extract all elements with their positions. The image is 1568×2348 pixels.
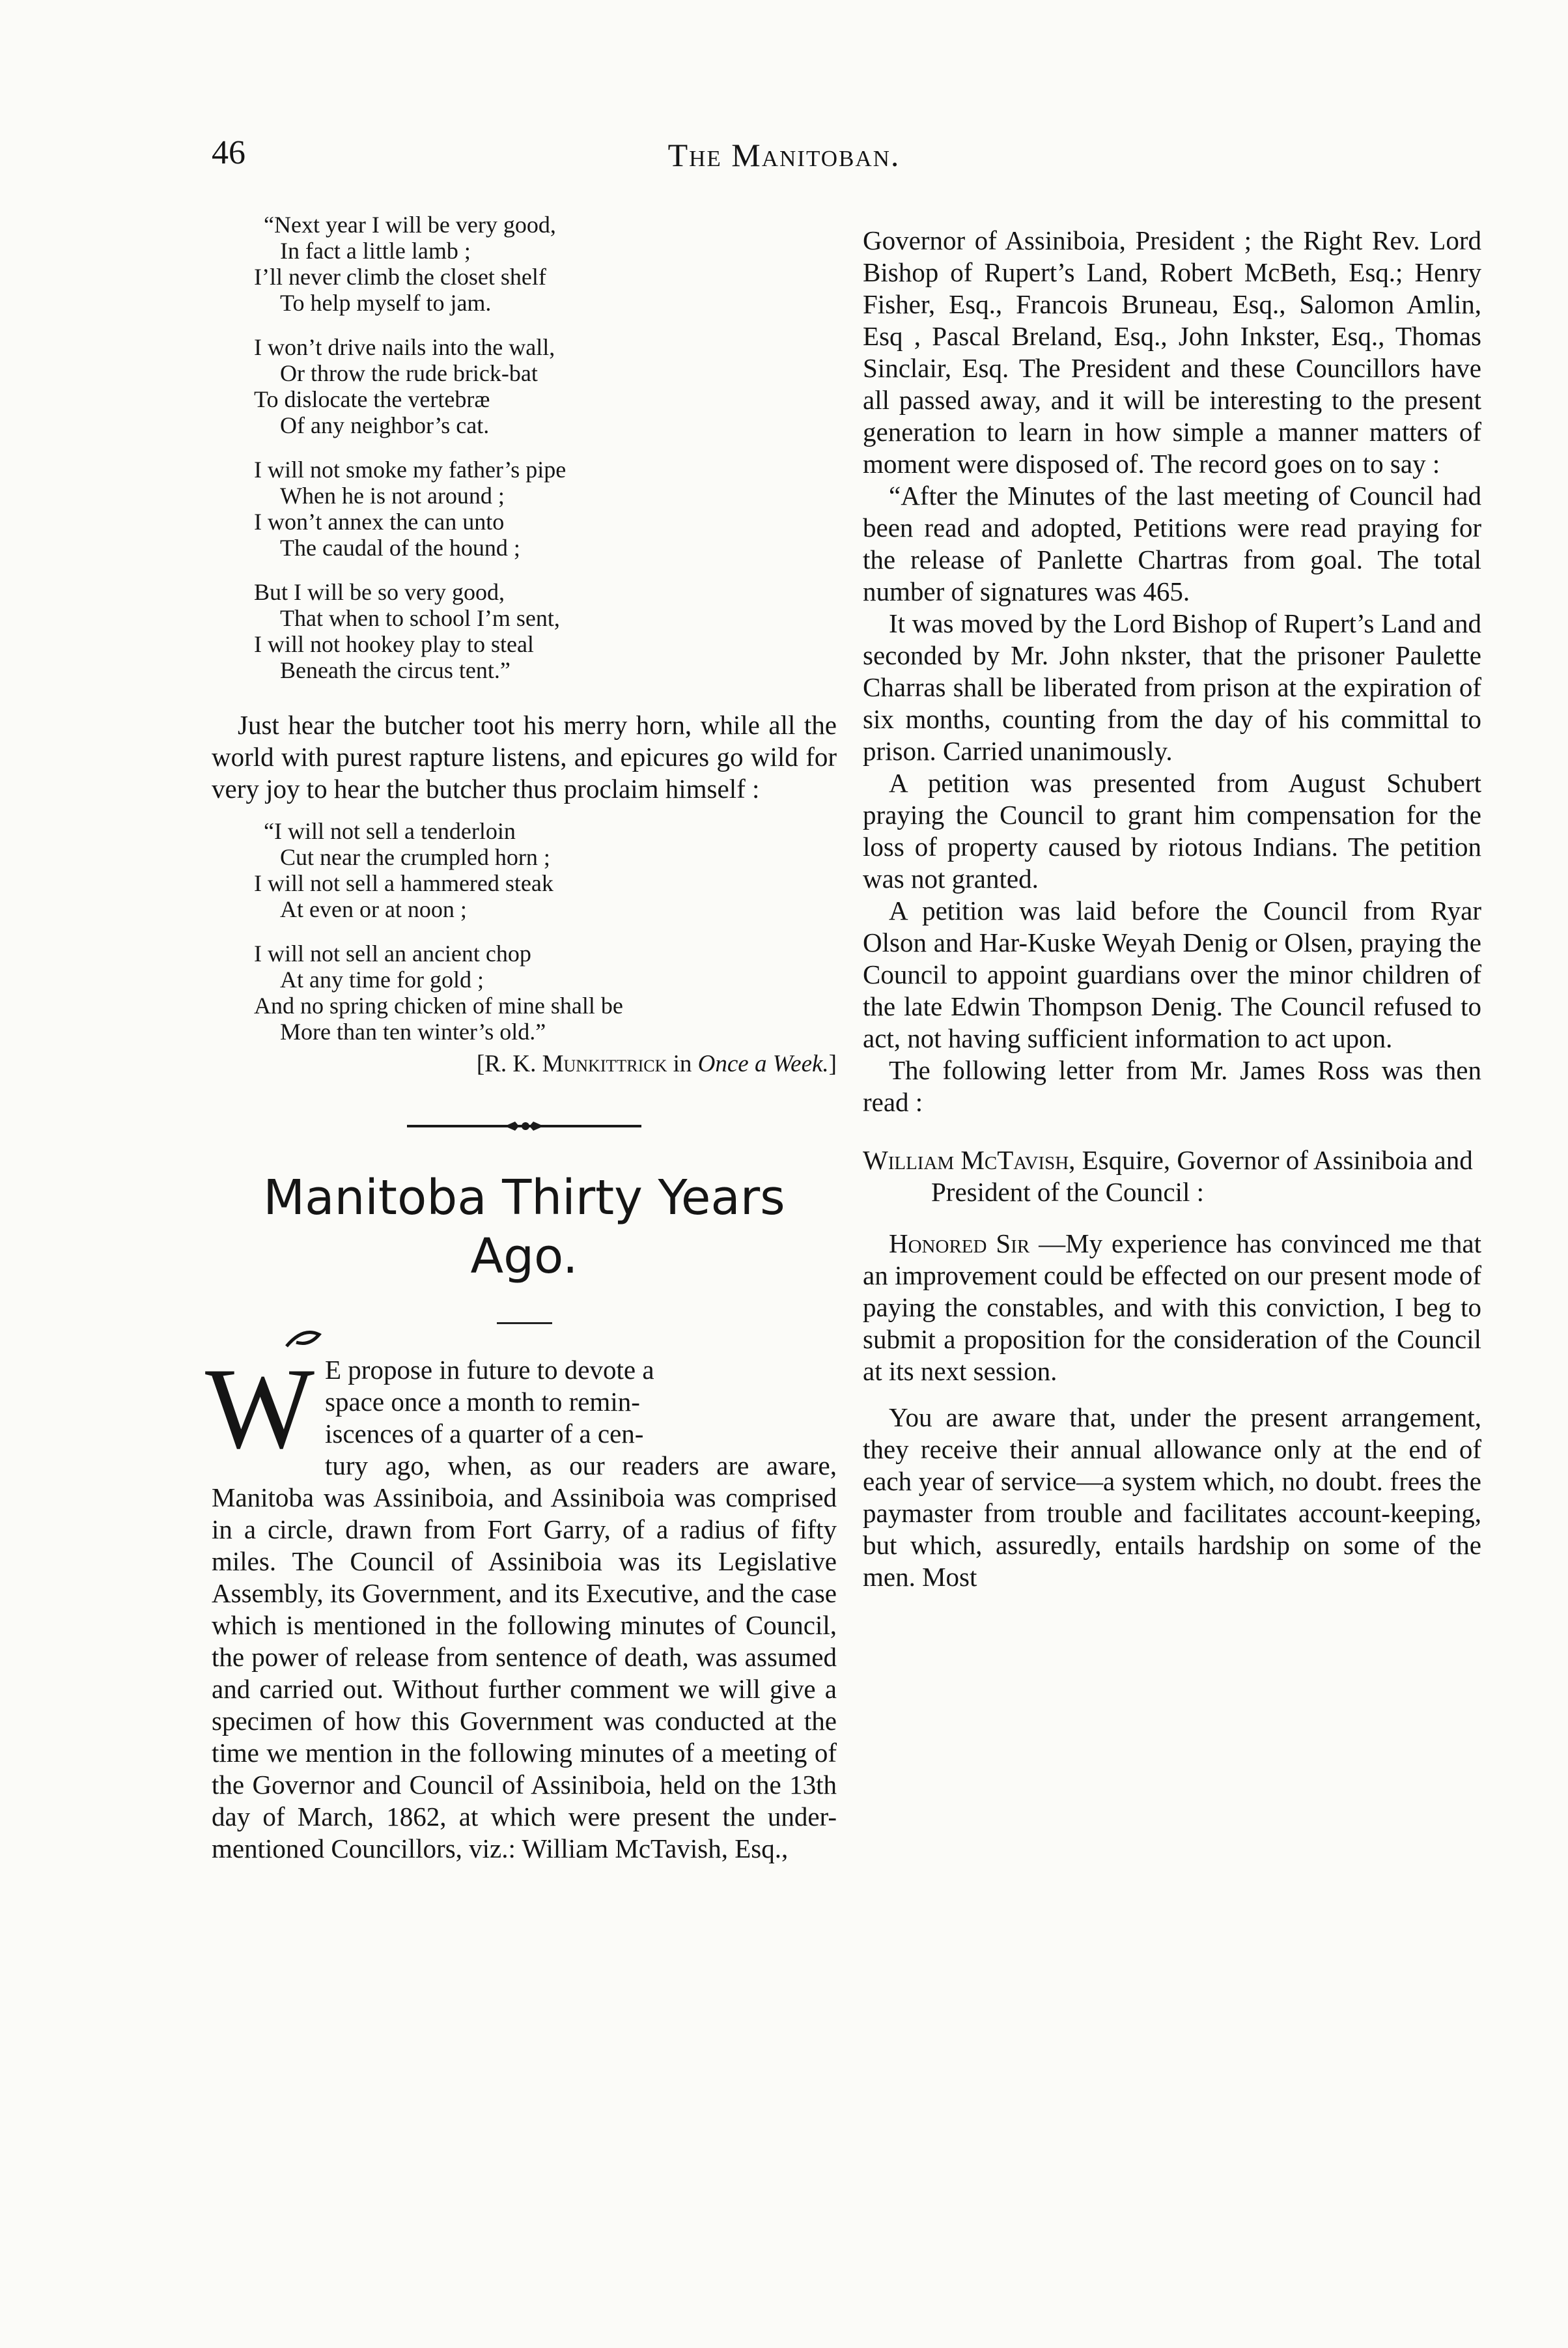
poem-butcher bbox=[212, 818, 837, 1045]
poem-attribution bbox=[212, 1050, 837, 1079]
attribution-in: in bbox=[667, 1051, 698, 1077]
verse-line: I will not smoke my father’s pipe bbox=[254, 457, 567, 483]
verse-line: I won’t drive nails into the wall, bbox=[254, 334, 555, 360]
intro-text: tury ago, when, as our readers are aware, Manitoba was Assiniboia, and Assiniboia was comprised in a circle, drawn from Fort Garry, of a radius of fifty miles. The Council of Assiniboia was its Legislative Assembly, its Government, and its Executive, and the case which is mentioned in the following minutes of Council, the power of release from sentence of death, was assumed and carried out. Without further comment we will give a specimen of how this Government was conducted at the time we mention in the following minutes of a meeting of the Governor and Council of Assiniboia, held on the 13th day of March, 1862, at which were present the under-mentioned Councillors, viz.: William McTavish, Esq., bbox=[212, 1450, 837, 1863]
right-column bbox=[863, 225, 1481, 1607]
dropcap-line: iscences of a quarter of a cen- bbox=[325, 1419, 644, 1449]
verse-line: At even or at noon ; bbox=[280, 896, 467, 922]
attribution-source: Once a Week. bbox=[697, 1051, 829, 1077]
verse-line: Of any neighbor’s cat. bbox=[280, 412, 490, 438]
letter-paragraph bbox=[863, 1228, 1481, 1387]
dropcap-line: space once a month to remin- bbox=[325, 1387, 640, 1417]
article-intro bbox=[205, 1344, 837, 1865]
attribution-open: [R. K. bbox=[476, 1051, 542, 1077]
running-title: The Manitoban. bbox=[667, 137, 901, 173]
article-title: Manitoba Thirty Years Ago. bbox=[263, 1170, 785, 1284]
dropcap-line: E propose in future to devote a bbox=[325, 1355, 654, 1385]
verse-line: “I will not sell a tenderloin bbox=[264, 818, 516, 844]
address-rest: Esquire, Governor of Assiniboia and President of the Council : bbox=[931, 1145, 1473, 1207]
letter-salutation: Honored Sir bbox=[889, 1228, 1030, 1258]
butcher-paragraph: Just hear the butcher toot his merry horn, while all the world with purest rapture listens, and epicures go wild for very joy to hear the butcher thus proclaim himself : bbox=[212, 710, 837, 804]
minutes-paragraph: It was moved by the Lord Bishop of Rupert’s Land and seconded by Mr. John nkster, that the prisoner Paulette Charras shall be liberated from prison at the expiration of six months, counting from the day of his committal to prison. Carried unanimously. bbox=[863, 608, 1481, 766]
verse-line: The caudal of the hound ; bbox=[280, 535, 520, 561]
verse-line: To help myself to jam. bbox=[280, 290, 492, 316]
minutes-paragraph: A petition was laid before the Council from Ryar Olson and Har-Kuske Weyah Denig or Olsen, praying the Council to appoint guardians over the minor children of the late Edwin Thompson Denig. The Council refused to act, not having sufficient information to act upon. bbox=[863, 896, 1481, 1053]
title-rule bbox=[497, 1322, 552, 1324]
stanza bbox=[212, 579, 837, 683]
page-number: 46 bbox=[212, 134, 245, 171]
verse-line: When he is not around ; bbox=[280, 483, 505, 509]
minutes-paragraph: A petition was presented from August Schubert praying the Council to grant him compensation for the loss of property caused by riotous Indians. The petition was not granted. bbox=[863, 768, 1481, 894]
verse-line: To dislocate the vertebræ bbox=[254, 386, 490, 412]
address-name: William McTavish, bbox=[863, 1145, 1076, 1175]
drop-cap-flourish bbox=[283, 1327, 322, 1353]
letter-paragraph: You are aware that, under the present arrangement, they receive their annual allowance only at the end of each year of service—a system which, no doubt. frees the paymaster from trouble and facilitates account-keeping, but which, assuredly, entails hardship on some of the men. Most bbox=[863, 1402, 1481, 1592]
council-members-paragraph: Governor of Assiniboia, President ; the Right Rev. Lord Bishop of Rupert’s Land, Robert McBeth, Esq.; Henry Fisher, Esq., Francois Bruneau, Esq., Salomon Amlin, Esq , Pascal Breland, Esq., John Inkster, Esq., Thomas Sinclair, Esq. The President and these Councillors have all passed away, and it will be interesting to the present generation to learn in how simple a manner matters of moment were disposed of. The record goes on to say : bbox=[863, 225, 1481, 479]
verse-line: Beneath the circus tent.” bbox=[280, 657, 511, 683]
drop-cap-letter: W bbox=[205, 1344, 315, 1473]
verse-line: But I will be so very good, bbox=[254, 579, 505, 605]
verse-line: I will not sell a hammered steak bbox=[254, 870, 553, 896]
stanza bbox=[212, 941, 837, 1045]
section-divider-ornament bbox=[407, 1116, 641, 1136]
minutes-paragraph: “After the Minutes of the last meeting of Council had been read and adopted, Petitions were read praying for the release of Panlette Chartras from goal. The total number of signatures was 465. bbox=[863, 481, 1481, 606]
drop-cap bbox=[205, 1344, 315, 1473]
left-column bbox=[205, 212, 837, 1865]
stanza bbox=[212, 212, 837, 316]
minutes-paragraph: The following letter from Mr. James Ross was then read : bbox=[863, 1055, 1481, 1117]
letter-body: —My experience has convinced me that an improvement could be effected on our present mode of paying the constables, and with this conviction, I beg to submit a proposition for the consideration of the Council at its next session. bbox=[863, 1228, 1481, 1386]
stanza bbox=[212, 818, 837, 922]
verse-line: I won’t annex the can unto bbox=[254, 509, 505, 535]
verse-line: I will not hookey play to steal bbox=[254, 631, 534, 657]
verse-line: That when to school I’m sent, bbox=[280, 605, 560, 631]
stanza bbox=[212, 457, 837, 561]
verse-line: Cut near the crumpled horn ; bbox=[280, 844, 550, 870]
poem-resolutions bbox=[212, 212, 837, 683]
verse-line: I’ll never climb the closet shelf bbox=[254, 264, 546, 290]
verse-line: In fact a little lamb ; bbox=[280, 238, 471, 264]
stanza bbox=[212, 334, 837, 438]
attribution-author: Munkittrick bbox=[542, 1051, 667, 1077]
verse-line: Or throw the rude brick-bat bbox=[280, 360, 538, 386]
verse-line: I will not sell an ancient chop bbox=[254, 941, 531, 967]
verse-line: “Next year I will be very good, bbox=[264, 212, 556, 238]
verse-line: And no spring chicken of mine shall be bbox=[254, 993, 623, 1019]
verse-line: More than ten winter’s old.” bbox=[280, 1019, 546, 1045]
verse-line: At any time for gold ; bbox=[280, 967, 484, 993]
page-header bbox=[0, 134, 1568, 186]
attribution-close: ] bbox=[828, 1051, 837, 1077]
letter-address bbox=[863, 1144, 1481, 1208]
